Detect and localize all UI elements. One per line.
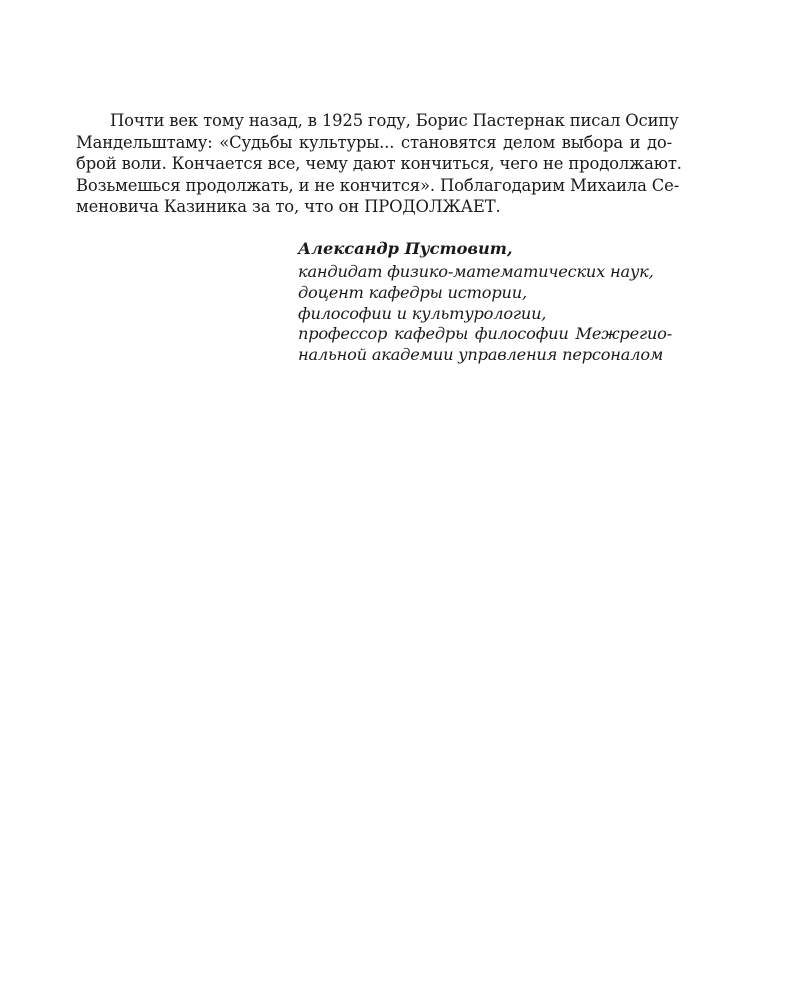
author-title-line: доцент кафедры истории, xyxy=(298,282,527,302)
author-title-line: кандидат физико-математических наук, xyxy=(298,262,654,281)
author-name: Александр Пустовит, xyxy=(298,239,513,258)
paragraph-line: брой воли. Кончается все, чему дают кончиться, чего не продолжают. xyxy=(76,154,682,174)
author-title-line: нальной академии управления персоналом xyxy=(298,345,664,365)
document-page xyxy=(76,110,682,365)
body-paragraph xyxy=(76,110,682,218)
author-title-line: философии и культурологии, xyxy=(298,303,547,323)
paragraph-line: Почти век тому назад, в 1925 году, Борис Пастернак писал Осипу xyxy=(110,111,679,130)
author-signature xyxy=(298,238,672,366)
author-title-line: профессор кафедры философии Межрегио- xyxy=(298,324,672,344)
paragraph-line: Возьмешься продолжать, и не кончится». Поблагодарим Михаила Се- xyxy=(76,175,680,195)
paragraph-line: Мандельштаму: «Судьбы культуры... становятся делом выбора и до- xyxy=(76,132,672,152)
paragraph-line: меновича Казиника за то, что он ПРОДОЛЖАЕТ. xyxy=(76,197,501,217)
